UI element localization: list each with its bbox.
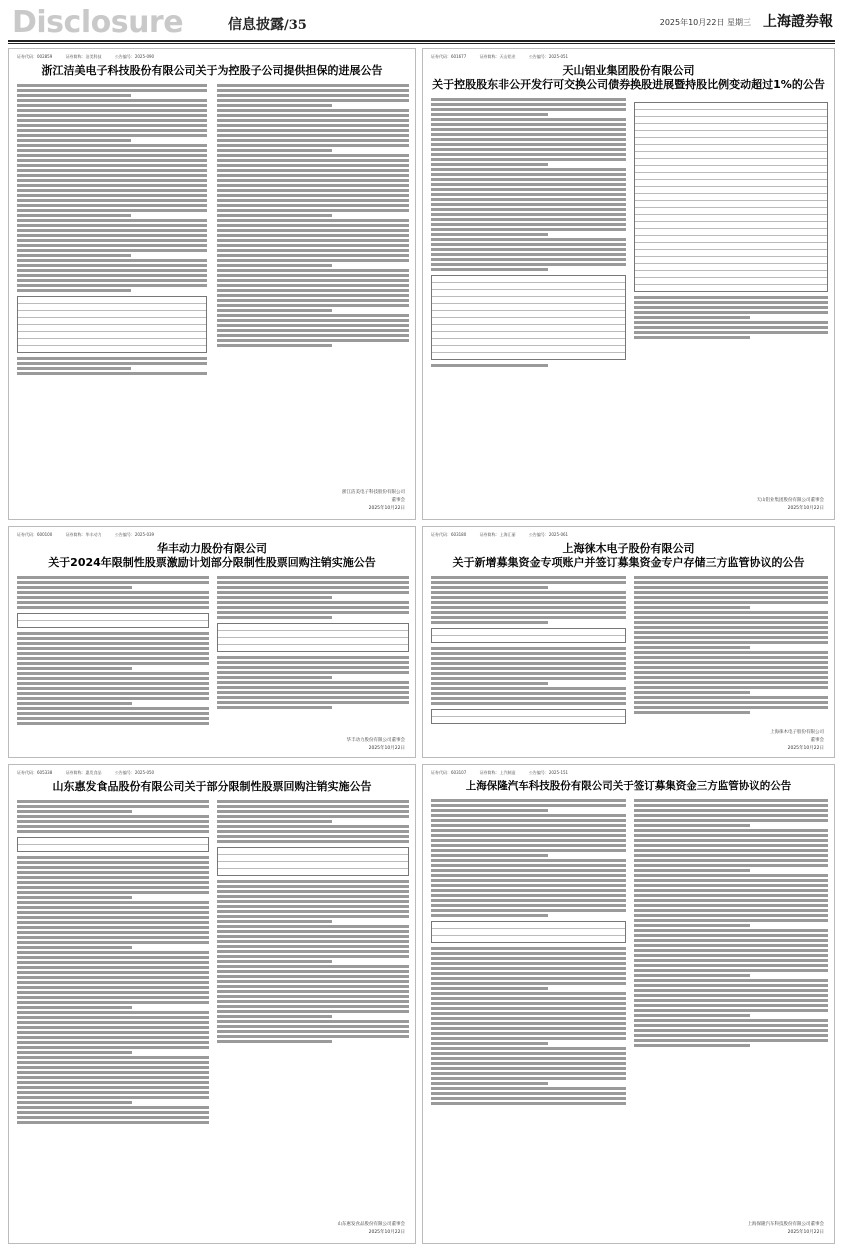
notice-title <box>9 64 415 78</box>
title-line: 华丰动力股份有限公司 <box>157 542 267 555</box>
title-line: 关于2024年限制性股票激励计划部分限制性股票回购注销实施公告 <box>48 555 376 569</box>
board: 董事会 <box>391 498 405 503</box>
signature-date: 2025年10月22日 <box>368 746 405 751</box>
title-line: 关于新增募集资金专项账户并签订募集资金专户存储三方监管协议的公告 <box>452 555 805 569</box>
notice-title <box>423 64 834 92</box>
text-column-right <box>217 800 409 1045</box>
data-table <box>217 623 409 652</box>
title-line: 浙江洁美电子科技股份有限公司关于为控股子公司提供担保的进展公告 <box>41 64 383 77</box>
stock-abbr: 证券简称：上海汇丽 <box>479 532 516 537</box>
notice-body <box>431 98 826 488</box>
text-column-left <box>431 576 626 728</box>
board: 董事会 <box>810 738 824 743</box>
signature-date: 2025年10月22日 <box>787 1230 824 1235</box>
notice-codes <box>9 527 415 538</box>
signer: 华丰动力股份有限公司董事会 <box>346 738 405 743</box>
data-table <box>431 275 626 360</box>
notice-huifa <box>8 764 416 1244</box>
newspaper-name: 上海證券報 <box>763 14 833 30</box>
data-table <box>17 837 209 852</box>
data-table <box>431 709 626 724</box>
stock-abbr: 证券简称：洁美科技 <box>65 54 102 59</box>
signature-date: 2025年10月22日 <box>787 506 824 511</box>
signer: 浙江洁美电子科技股份有限公司 <box>342 490 405 495</box>
notice-laimu <box>422 526 835 758</box>
notice-body <box>431 799 826 1219</box>
issue-date: 2025年10月22日 星期三 <box>659 18 751 27</box>
notice-baolong <box>422 764 835 1244</box>
section-name <box>228 14 307 34</box>
notice-tianshan <box>422 48 835 520</box>
brand-title: Disclosure <box>12 5 184 40</box>
stock-code: 证券代码：605338 <box>17 770 53 775</box>
text-column-left <box>17 576 209 727</box>
signature-block <box>748 1219 825 1235</box>
notice-body <box>17 84 407 484</box>
stock-abbr: 证券简称：惠发食品 <box>65 770 102 775</box>
text-column-left <box>431 98 626 369</box>
notice-codes <box>9 765 415 776</box>
signature-date: 2025年10月22日 <box>368 506 405 511</box>
stock-abbr: 证券简称：天山铝业 <box>479 54 516 59</box>
notice-title <box>9 780 415 794</box>
notice-body <box>17 800 407 1220</box>
data-table <box>431 628 626 643</box>
notice-number: 公告编号：2025-151 <box>528 770 569 775</box>
notice-codes <box>423 49 834 60</box>
page-number: /35 <box>284 18 307 33</box>
section-label: 信息披露 <box>228 17 284 33</box>
text-column-left <box>17 800 209 1126</box>
signature-date: 2025年10月22日 <box>368 1230 405 1235</box>
masthead <box>0 0 843 40</box>
notice-number: 公告编号：2025-050 <box>114 770 155 775</box>
masthead-rule <box>8 40 835 42</box>
signer: 上海保隆汽车科技股份有限公司董事会 <box>747 1222 824 1227</box>
title-line: 上海徕木电子股份有限公司 <box>562 542 695 555</box>
text-column-right <box>634 98 828 341</box>
stock-code: 证券代码：603107 <box>431 770 467 775</box>
notice-codes <box>9 49 415 60</box>
notice-jiemei <box>8 48 416 520</box>
data-table <box>634 102 828 292</box>
data-table <box>17 613 209 628</box>
notice-number: 公告编号：2025-090 <box>114 54 155 59</box>
stock-code: 证券代码：601677 <box>431 54 467 59</box>
data-table <box>17 296 207 353</box>
notice-number: 公告编号：2025-039 <box>114 532 155 537</box>
stock-code: 证券代码：603180 <box>431 532 467 537</box>
stock-abbr: 证券简称：上汽制造 <box>479 770 516 775</box>
notice-title <box>423 780 834 793</box>
signer: 山东惠发食品股份有限公司董事会 <box>337 1222 405 1227</box>
masthead-rule-thin <box>8 43 835 44</box>
notice-title <box>423 542 834 570</box>
title-line: 关于控股股东非公开发行可交换公司债券换股进展暨持股比例变动超过1%的公告 <box>432 77 825 91</box>
signer: 天山铝业集团股份有限公司董事会 <box>756 498 824 503</box>
text-column-right <box>217 84 409 349</box>
title-line: 天山铝业集团股份有限公司 <box>562 64 695 77</box>
title-line: 山东惠发食品股份有限公司关于部分限制性股票回购注销实施公告 <box>52 780 372 793</box>
signature-block <box>347 735 406 751</box>
signature-block <box>342 487 405 511</box>
stock-abbr: 证券简称：华丰动力 <box>65 532 102 537</box>
text-column-right <box>634 799 828 1049</box>
data-table <box>431 921 626 943</box>
notice-codes <box>423 765 834 776</box>
stock-code: 证券代码：002859 <box>17 54 53 59</box>
notice-huafeng <box>8 526 416 758</box>
title-line: 上海保隆汽车科技股份有限公司关于签订募集资金三方监管协议的公告 <box>465 780 792 792</box>
notice-title <box>9 542 415 570</box>
signature-block <box>338 1219 406 1235</box>
signer: 上海徕木电子股份有限公司 <box>770 730 824 735</box>
signature-date: 2025年10月22日 <box>787 746 824 751</box>
text-column-left <box>17 84 207 377</box>
stock-code: 证券代码：600100 <box>17 532 53 537</box>
text-column-right <box>217 576 409 711</box>
signature-block <box>757 495 825 511</box>
text-column-right <box>634 576 828 716</box>
notice-body <box>17 576 407 746</box>
notice-codes <box>423 527 834 538</box>
data-table <box>217 847 409 876</box>
text-column-left <box>431 799 626 1107</box>
notice-body <box>431 576 826 741</box>
notice-number: 公告编号：2025-051 <box>528 54 569 59</box>
signature-block <box>770 727 824 751</box>
notice-number: 公告编号：2025-061 <box>528 532 569 537</box>
